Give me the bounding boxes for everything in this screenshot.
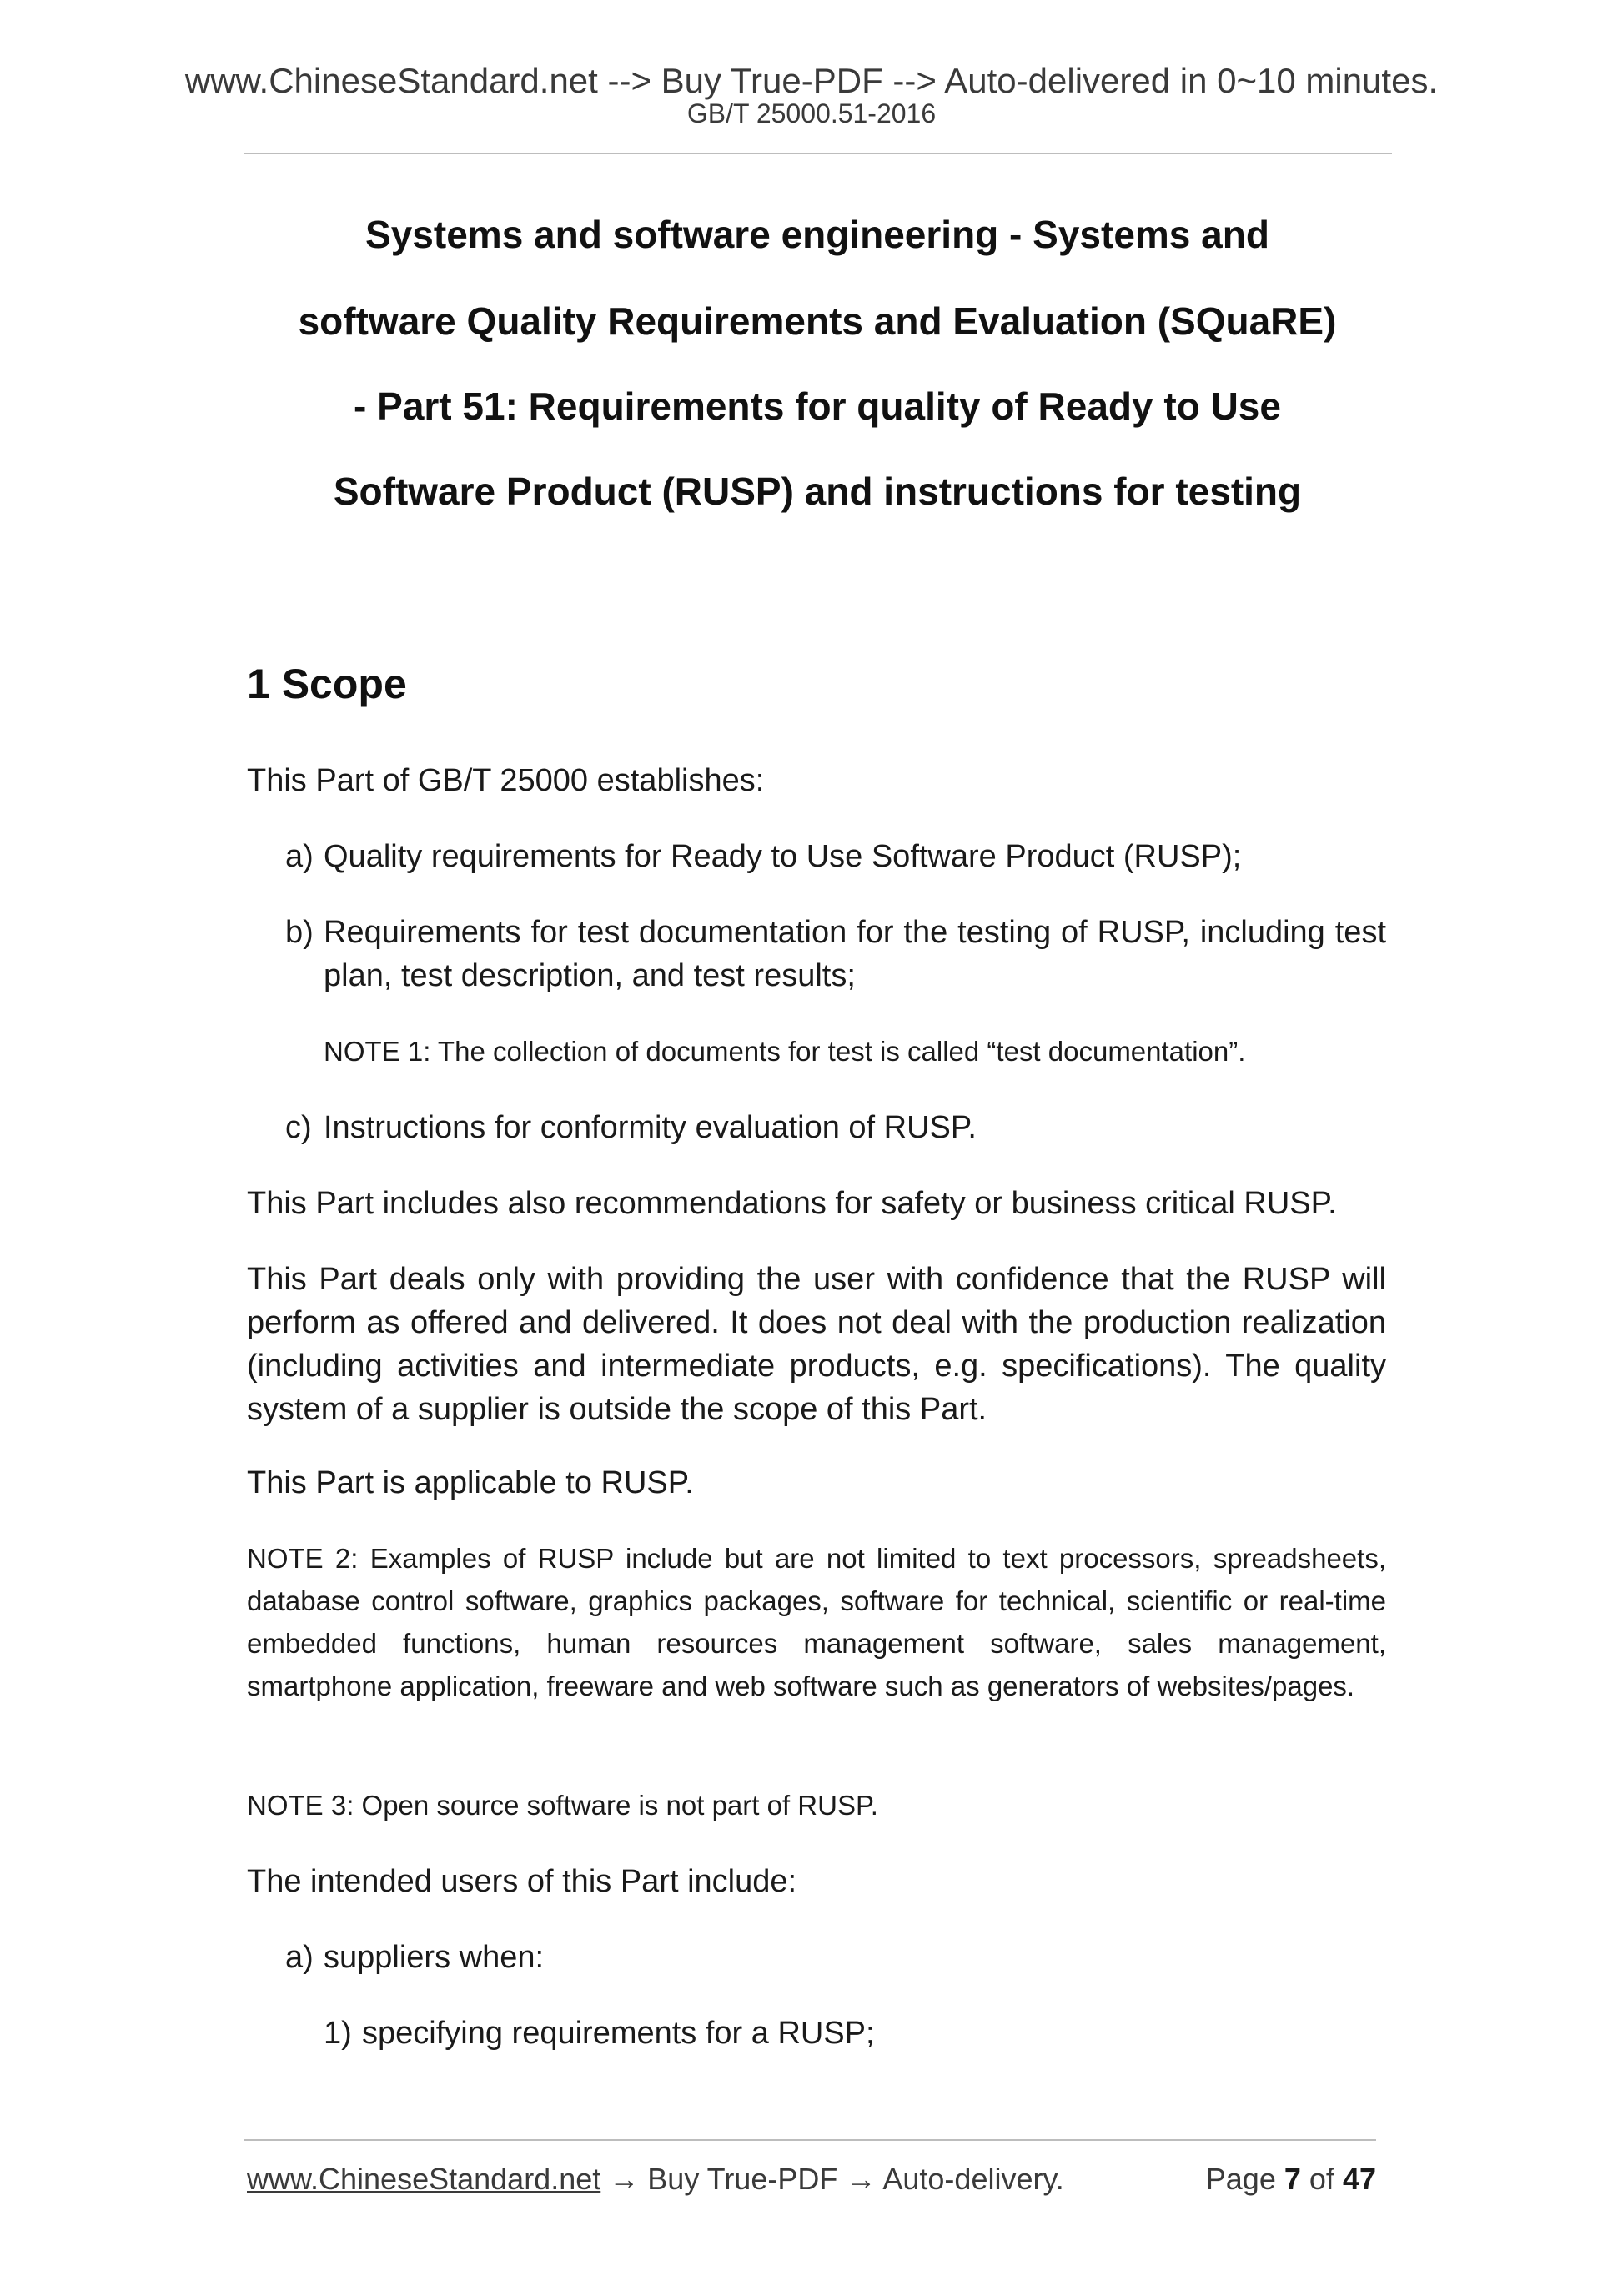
header-divider <box>244 153 1392 154</box>
list-item-text: Quality requirements for Ready to Use Software Product (RUSP); <box>324 839 1242 874</box>
arrow-right-icon: → <box>609 2162 640 2196</box>
footer-buy-text: Buy True-PDF <box>647 2162 838 2196</box>
list-item-text: Requirements for test documentation for the testing of RUSP, including test plan, test description, and test results; <box>324 915 1386 993</box>
paragraph-intended-users: The intended users of this Part include: <box>247 1864 797 1899</box>
list-item-text: Instructions for conformity evaluation of RUSP. <box>324 1110 977 1145</box>
page-number: 7 <box>1284 2162 1301 2196</box>
arrow-right-icon: → <box>846 2162 877 2196</box>
list-marker: 1) <box>324 2016 352 2051</box>
page-counter <box>1206 2163 1376 2196</box>
list-marker: b) <box>285 915 314 950</box>
list-item <box>285 911 1386 997</box>
footer-delivery-text: Auto-delivery. <box>882 2162 1064 2196</box>
list-marker: a) <box>285 1940 314 1975</box>
note-3: NOTE 3: Open source software is not part of RUSP. <box>247 1790 878 1821</box>
page-word: Page <box>1205 2162 1276 2196</box>
page-total: 47 <box>1342 2162 1376 2196</box>
list-item-text: specifying requirements for a RUSP; <box>362 2016 875 2051</box>
section-heading-scope: 1 Scope <box>247 661 407 707</box>
list-item <box>285 835 1386 878</box>
page-footer <box>247 2163 1376 2196</box>
paragraph-applicability: This Part is applicable to RUSP. <box>247 1465 694 1500</box>
of-word: of <box>1309 2162 1334 2196</box>
header-banner: www.ChineseStandard.net --> Buy True-PDF --> Auto-delivered in 0~10 minutes. <box>184 61 1439 100</box>
title-line-3: - Part 51: Requirements for quality of Ready to Use <box>354 384 1281 428</box>
list-marker: c) <box>285 1110 312 1145</box>
title-line-1: Systems and software engineering - Systems and <box>365 213 1269 256</box>
paragraph-recommendations: This Part includes also recommendations for safety or business critical RUSP. <box>247 1186 1337 1221</box>
standard-code: GB/T 25000.51-2016 <box>686 98 937 128</box>
note-2: NOTE 2: Examples of RUSP include but are not limited to text processors, spreadsheets, database control software, graphics packages, software for technical, scientific or real-time embedded functions, human resources management software, sales management, smartphone application, freeware and web software such as generators of websites/pages. <box>247 1543 1386 1701</box>
title-line-4: Software Product (RUSP) and instructions for testing <box>333 470 1302 513</box>
list-item <box>285 1106 1386 1149</box>
scope-intro: This Part of GB/T 25000 establishes: <box>247 763 765 798</box>
list-item <box>285 1936 1386 1979</box>
footer-site-link[interactable]: www.ChineseStandard.net <box>247 2162 601 2196</box>
list-item-text: suppliers when: <box>324 1940 545 1975</box>
title-line-2: software Quality Requirements and Evaluation (SQuaRE) <box>298 299 1337 343</box>
note-1: NOTE 1: The collection of documents for test is called “test documentation”. <box>324 1036 1246 1067</box>
footer-divider <box>244 2139 1376 2141</box>
paragraph-scope-limits: This Part deals only with providing the user with confidence that the RUSP will perform as offered and delivered. It does not deal with the production realization (including activities and intermediate products, e.g. specifications). The quality system of a supplier is outside the scope of this Part. <box>247 1262 1386 1427</box>
list-marker: a) <box>285 839 314 874</box>
list-item <box>324 2012 1386 2055</box>
